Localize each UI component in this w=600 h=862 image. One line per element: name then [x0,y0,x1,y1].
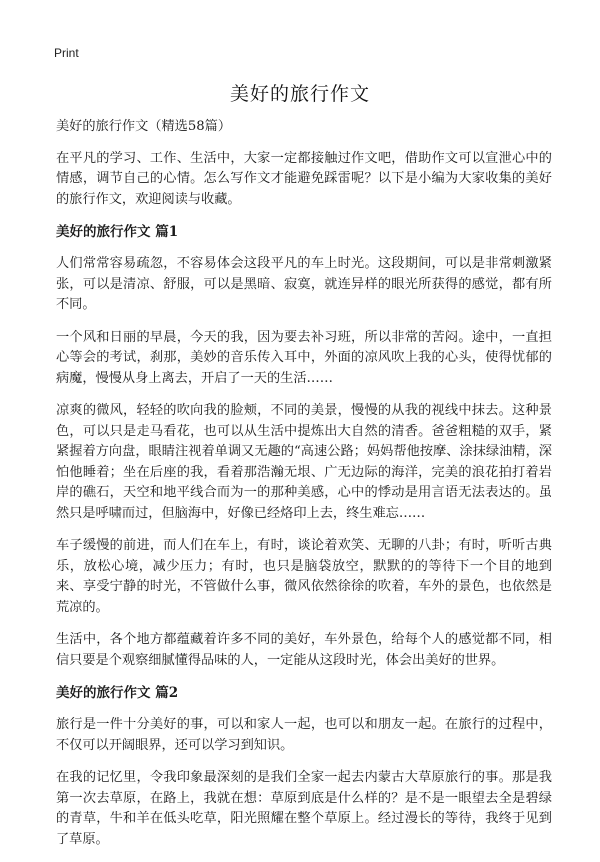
section-heading-1: 美好的旅行作文 篇1 [56,224,179,240]
section-2-paragraph: 旅行是一件十分美好的事，可以和家人一起，也可以和朋友一起。在旅行的过程中，不仅可以开阔眼界，还可以学习到知识。 [56,717,552,753]
intro-paragraph: 在平凡的学习、工作、生活中，大家一定都接触过作文吧，借助作文可以宣泄心中的情感，调节自己的心情。怎么写作文才能避免踩雷呢？以下是小编为大家收集的美好的旅行作文，欢迎阅读与收藏。 [56,150,552,207]
section-1-paragraph: 车子缓慢的前进，而人们在车上，有时，谈论着欢笑、无聊的八卦；有时，听听古典乐，放松心境，减少压力；有时，也只是脑袋放空，默默的的等待下一个目的地到来、享受宁静的时光，不管做什么事，微风依然徐徐的吹着，车外的景色，也依然是荒凉的。 [56,538,552,615]
article-subtitle: 美好的旅行作文（精选58篇） [56,119,232,134]
section-1-paragraph: 一个风和日丽的早晨，今天的我，因为要去补习班，所以非常的苦闷。途中，一直担心等会的考试，刹那，美妙的音乐传入耳中，外面的凉风吹上我的心头，使得忧郁的病魔，慢慢从身上离去，开启了一天的生活…… [56,329,552,386]
section-1-paragraph: 生活中，各个地方都蕴藏着许多不同的美好，车外景色，给每个人的感觉都不同，相信只要是个观察细腻懂得品味的人，一定能从这段时光，体会出美好的世界。 [56,632,552,668]
section-heading-2: 美好的旅行作文 篇2 [56,685,179,701]
page-title: 美好的旅行作文 [229,83,370,105]
print-link[interactable]: Print [54,46,79,60]
section-1-paragraph: 人们常常容易疏忽，不容易体会这段平凡的车上时光。这段期间，可以是非常刺激紧张，可以是清凉、舒服，可以是黑暗、寂寞，就连异样的眼光所获得的感觉，都有所不同。 [56,256,552,312]
section-2-paragraph: 在我的记忆里，令我印象最深刻的是我们全家一起去内蒙古大草原旅行的事。那是我第一次去草原，在路上，我就在想：草原到底是什么样的？是不是一眼望去全是碧绿的青草，牛和羊在低头吃草，阳光照耀在整个草原上。经过漫长的等待，我终于见到了草原。 [56,770,552,847]
section-1-paragraph: 凉爽的微风，轻轻的吹向我的脸颊，不同的美景，慢慢的从我的视线中抹去。这种景色，可以只是走马看花，也可以从生活中提炼出大自然的清香。爸爸粗糙的双手，紧紧握着方向盘，眼睛注视着单调又无趣的“高速公路；妈妈帮他按摩、涂抹绿油精，深怕他睡着；坐在后座的我，看着那浩瀚无垠、广无边际的海洋，完美的浪花拍打着岩岸的礁石，天空和地平线合而为一的那种美感，心中的悸动是用言语无法表达的。虽然只是呼啸而过，但脑海中，好像已经烙印上去，终生难忘…… [56,403,552,521]
article-body [56,117,552,862]
